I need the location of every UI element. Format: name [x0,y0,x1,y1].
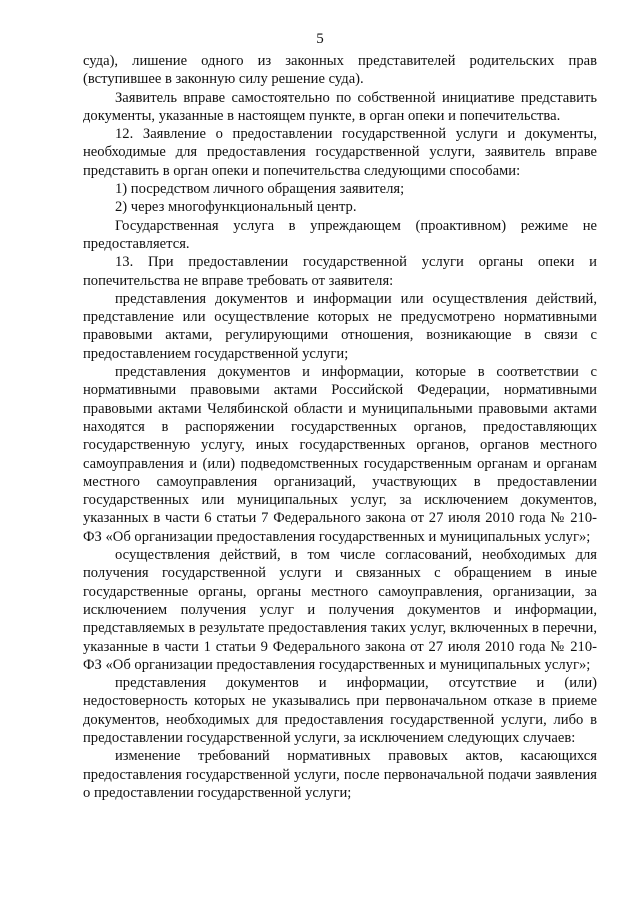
paragraph-requirement-2: представления документов и информации, которые в соответствии с нормативными правовыми актами Российской Федерации, нормативными правовыми актами Челябинской области и муниципальными правовыми актами находятся в распоряжении государственных органов, предоставляющих государственную услугу, иных государственных органов, органов местного самоуправления и (или) подведомственных государственным органам и органам местного самоуправления организаций, участвующих в предоставлении государственных или муниципальных услуг, за исключением документов, указанных в части 6 статьи 7 Федерального закона от 27 июля 2010 года № 210-ФЗ «Об организации предоставления государственных и муниципальных услуг»; [83,364,597,545]
paragraph-requirement-4: представления документов и информации, отсутствие и (или) недостоверность которых не указывались при первоначальном отказе в приеме документов, необходимых для предоставления государственной услуги, либо в предоставлении государственной услуги, за исключением следующих случаев: [83,675,597,746]
paragraph-12: 12. Заявление о предоставлении государственной услуги и документы, необходимые для предоставления государственной услуги, заявитель вправе представить в орган опеки и попечительства следующими способами: [83,126,597,179]
page-number: 5 [316,31,324,47]
paragraph-applicant-right: Заявитель вправе самостоятельно по собственной инициативе представить документы, указанные в настоящем пункте, в орган опеки и попечительства. [83,89,597,124]
paragraph-continuation: суда), лишение одного из законных представителей родительских прав (вступившее в законную силу решение суда). [83,53,597,88]
paragraph-13: 13. При предоставлении государственной услуги органы опеки и попечительства не вправе требовать от заявителя: [83,254,597,289]
paragraph-exception-1: изменение требований нормативных правовых актов, касающихся предоставления государственной услуги, после первоначальной подачи заявления о предоставлении государственной услуги; [83,748,597,801]
paragraph-requirement-3: осуществления действий, в том числе согласований, необходимых для получения государственной услуги и связанных с обращением в иные государственные органы, органы местного самоуправления, организации, за исключением получения услуг и получения документов и информации, представляемых в результате предоставления таких услуг, включенных в перечни, указанные в части 1 статьи 9 Федерального закона от 27 июля 2010 года № 210-ФЗ «Об организации предоставления государственных и муниципальных услуг»; [83,547,597,673]
document-body [83,52,597,802]
list-item-2: 2) через многофункциональный центр. [115,199,357,216]
list-item-1: 1) посредством личного обращения заявителя; [115,181,405,198]
paragraph-proactive: Государственная услуга в упреждающем (проактивном) режиме не предоставляется. [83,217,597,252]
paragraph-requirement-1: представления документов и информации или осуществления действий, представление или осуществление которых не предусмотрено нормативными правовыми актами, регулирующими отношения, возникающие в связи с предоставлением государственной услуги; [83,290,597,362]
